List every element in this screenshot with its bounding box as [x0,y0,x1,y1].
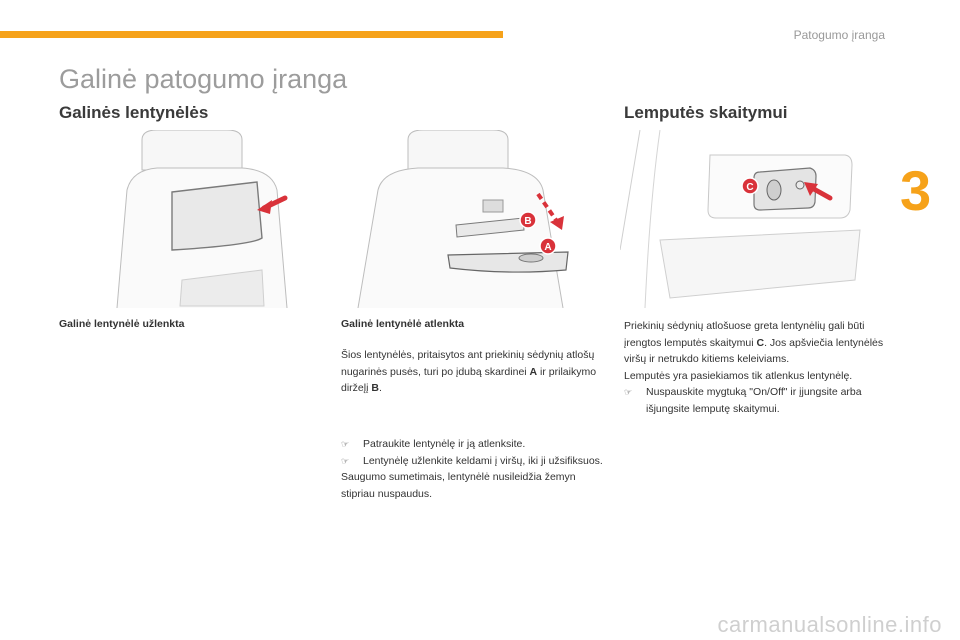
bullet-icon: ☞ [341,455,350,466]
figure-tray-unfolded [338,130,578,308]
chapter-number: 3 [900,159,932,222]
tray-instructions [341,436,603,502]
figure-tray-folded [112,130,302,308]
chapter-title: Patogumo įranga [793,28,885,42]
figure-reading-lamp [620,130,890,308]
safety-note: Saugumo sumetimais, lentynėlė nusileidžia žemyn stipriau nuspaudus. [341,471,576,500]
label-b: B [524,216,532,227]
caption-tray-unfolded: Galinė lentynėlė atlenkta [341,318,465,330]
section-title-trays: Galinės lentynėlės [59,103,209,122]
section-title-reading-lamp: Lemputės skaitymui [624,103,788,122]
list-item: ☞ Lentynėlę užlenkite keldami į viršų, iki ji užsifiksuos. [341,453,603,470]
bullet-icon: ☞ [341,439,350,449]
lamp-description [624,318,886,417]
label-c: C [746,182,754,193]
lamp-access-note: Lemputės yra pasiekiamos tik atlenkus lentynėlę. [624,369,853,382]
lamp-paragraph: Priekinių sėdynių atlošuose greta lentynėlių gali būti įrengtos lemputės skaitymui C. Jos apšviečia lentynėlės viršų ir netrukdo kitiems keleiviams. [624,320,884,365]
bullet-icon: ☞ [624,387,633,397]
page-title: Galinė patogumo įranga [59,64,348,94]
tray-description [341,347,603,397]
header-accent-bar [0,31,503,38]
tray-paragraph: Šios lentynėlės, pritaisytos ant priekinių sėdynių atlošų nugarinės pusės, turi po įdubą skardinei A ir prilaikymo diržel̨į B. [341,349,597,394]
list-item: ☞ Nuspauskite mygtuką "On/Off" ir įjungsite arba išjungsite lemputę skaitymui. [624,384,886,417]
watermark: carmanualsonline.info [717,612,942,637]
label-a: A [544,242,552,253]
caption-tray-folded: Galinė lentynėlė užlenkta [59,318,185,330]
list-item: ☞ Patraukite lentynėlę ir ją atlenksite. [341,436,603,453]
